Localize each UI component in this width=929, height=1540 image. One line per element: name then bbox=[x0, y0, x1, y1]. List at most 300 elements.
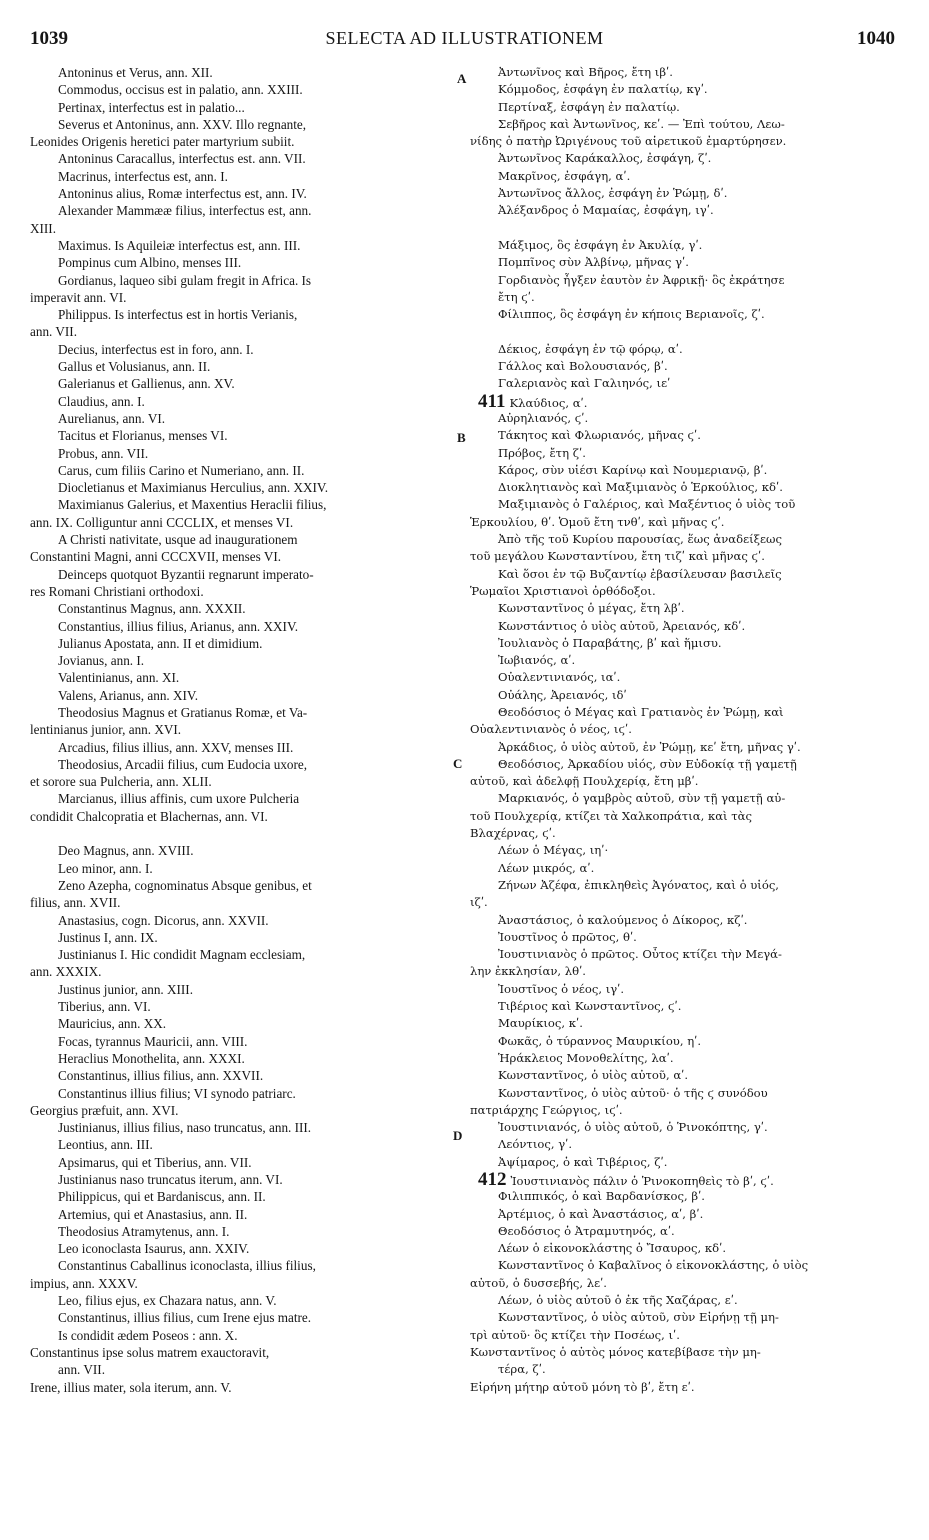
greek-line bbox=[470, 202, 900, 219]
greek-text: Ἰουστῖνος ὁ πρῶτος, θʹ. bbox=[498, 929, 637, 944]
latin-text: Antoninus et Verus, ann. XII. bbox=[58, 65, 213, 80]
greek-text: Θεοδόσιος ὁ Μέγας καὶ Γρατιανὸς ἐν Ῥώμῃ, καὶ bbox=[498, 704, 784, 719]
latin-text: Constantinus, illius filius, cum Irene ejus matre. bbox=[58, 1310, 312, 1326]
latin-line bbox=[30, 1067, 450, 1084]
latin-text: Arcadius, filius illius, ann. XXV, menses III. bbox=[58, 739, 294, 755]
greek-line bbox=[470, 583, 900, 600]
latin-line bbox=[30, 825, 450, 842]
latin-line bbox=[30, 583, 450, 600]
greek-text: Οὐαλεντινιανὸς ὁ νέος, ιϛʹ. bbox=[470, 722, 632, 737]
latin-text: Julianus Apostata, ann. II et dimidium. bbox=[58, 635, 263, 651]
greek-line bbox=[470, 1379, 900, 1396]
latin-line bbox=[30, 1154, 450, 1171]
greek-line bbox=[470, 1275, 900, 1292]
greek-line bbox=[470, 773, 900, 790]
latin-line bbox=[30, 445, 450, 462]
greek-line bbox=[470, 912, 900, 929]
latin-text: res Romani Christiani orthodoxi. bbox=[30, 583, 204, 599]
greek-line bbox=[470, 1240, 900, 1257]
latin-text: Valentinianus, ann. XI. bbox=[58, 670, 180, 686]
greek-line bbox=[470, 116, 900, 133]
latin-text: condidit Chalcopratia et Blachernas, ann. VI. bbox=[30, 808, 268, 824]
latin-text: Tacitus et Florianus, menses VI. bbox=[58, 428, 228, 444]
greek-text: Γορδιανὸς ἦγξεν ἑαυτὸν ἐν Ἀφρικῇ· ὃς ἐκράτησε bbox=[498, 272, 785, 287]
greek-text: τοῦ μεγάλου Κωνσταντίνου, ἔτη τιζʹ καὶ μῆνας ϛʹ. bbox=[470, 549, 765, 564]
latin-line bbox=[30, 635, 450, 652]
latin-line bbox=[30, 548, 450, 565]
greek-line bbox=[470, 427, 900, 444]
greek-text: Κωνσταντῖνος, ὁ υἱὸς αὐτοῦ, σὺν Εἰρήνῃ τῇ μη- bbox=[498, 1310, 779, 1325]
latin-text: Leo iconoclasta Isaurus, ann. XXIV. bbox=[58, 1241, 250, 1257]
latin-line bbox=[30, 272, 450, 289]
latin-line bbox=[30, 202, 450, 219]
latin-line bbox=[30, 81, 450, 98]
latin-text: Gordianus, laqueo sibi gulam fregit in Africa. Is bbox=[58, 272, 312, 288]
latin-text: Constantini Magni, anni CCCXVII, menses VI. bbox=[30, 549, 282, 565]
latin-text: Irene, illius mater, sola iterum, ann. V. bbox=[30, 1379, 232, 1395]
greek-line bbox=[470, 150, 900, 167]
latin-line bbox=[30, 1275, 450, 1292]
latin-text: lentinianus junior, ann. XVI. bbox=[30, 722, 182, 738]
marker-b: B bbox=[457, 430, 466, 445]
greek-text: Γάλλος καὶ Βολουσιανός, βʹ. bbox=[498, 359, 668, 374]
latin-text: Constantius, illius filius, Arianus, ann. XXIV. bbox=[58, 618, 299, 634]
latin-text: Justinianus naso truncatus iterum, ann. VI. bbox=[58, 1172, 283, 1187]
latin-text: Aurelianus, ann. VI. bbox=[58, 410, 166, 426]
latin-text: Probus, ann. VII. bbox=[58, 445, 149, 461]
latin-text: Alexander Mammææ filius, interfectus est, ann. bbox=[58, 203, 312, 219]
greek-text: αὐτοῦ, καὶ ἀδελφῇ Πουλχερίᾳ, ἔτη μβʹ. bbox=[470, 774, 699, 789]
greek-text: ιζʹ. bbox=[470, 895, 488, 910]
greek-line bbox=[470, 1015, 900, 1032]
greek-text: Ἰωβιανός, αʹ. bbox=[498, 653, 576, 668]
greek-line bbox=[470, 669, 900, 686]
latin-text: Severus et Antoninus, ann. XXV. Illo regnante, bbox=[58, 116, 307, 132]
latin-text: Justinus I, ann. IX. bbox=[58, 929, 158, 945]
latin-line bbox=[30, 1050, 450, 1067]
greek-text: Τιβέριος καὶ Κωνσταντῖνος, ϛʹ. bbox=[498, 999, 682, 1014]
page-header bbox=[0, 28, 929, 56]
latin-line bbox=[30, 981, 450, 998]
greek-text: Κωνστάντιος ὁ υἱὸς αὐτοῦ, Ἀρειανός, κδʹ. bbox=[498, 618, 746, 633]
greek-line bbox=[470, 566, 900, 583]
latin-line bbox=[30, 237, 450, 254]
greek-line bbox=[470, 1154, 900, 1171]
latin-line bbox=[30, 1033, 450, 1050]
greek-text: Ἰουλιανὸς ὁ Παραβάτης, βʹ καὶ ἥμισυ. bbox=[498, 635, 722, 650]
greek-line bbox=[470, 254, 900, 271]
latin-line bbox=[30, 756, 450, 773]
latin-text: Heraclius Monothelita, ann. XXXI. bbox=[58, 1050, 245, 1066]
latin-line bbox=[30, 894, 450, 911]
latin-text: Gallus et Volusianus, ann. II. bbox=[58, 359, 211, 375]
greek-text: Ἡράκλειος Μονοθελίτης, λαʹ. bbox=[498, 1050, 674, 1065]
latin-line bbox=[30, 618, 450, 635]
greek-line bbox=[470, 496, 900, 513]
greek-line bbox=[470, 133, 900, 150]
latin-line bbox=[30, 1085, 450, 1102]
greek-text: Μάξιμος, ὃς ἐσφάγη ἐν Ἀκυλίᾳ, γʹ. bbox=[498, 237, 703, 252]
greek-text: Ἀψίμαρος, ὁ καὶ Τιβέριος, ζʹ. bbox=[498, 1154, 668, 1169]
greek-text: Ἀρκάδιος, ὁ υἱὸς αὐτοῦ, ἐν Ῥώμῃ, κεʹ ἔτη, μῆνας γʹ. bbox=[498, 739, 801, 754]
latin-text: Philippicus, qui et Bardaniscus, ann. II. bbox=[58, 1189, 266, 1205]
greek-text: Γαλεριανὸς καὶ Γαλιηνός, ιεʹ bbox=[498, 376, 671, 391]
latin-line bbox=[30, 168, 450, 185]
latin-line bbox=[30, 600, 450, 617]
greek-line bbox=[470, 963, 900, 980]
latin-text: Antoninus alius, Romæ interfectus est, ann. IV. bbox=[58, 186, 307, 202]
latin-line bbox=[30, 254, 450, 271]
greek-text: Κωνσταντῖνος ὁ αὐτὸς μόνος κατεβίβασε τὴν μη- bbox=[470, 1344, 761, 1359]
latin-text: Justinianus, illius filius, naso truncatus, ann. III. bbox=[58, 1120, 312, 1136]
greek-line bbox=[470, 1223, 900, 1240]
greek-text: Ἰουστινιανὸς πάλιν ὁ Ῥινοκοπηθεὶς τὸ βʹ, ϛʹ. bbox=[510, 1174, 774, 1188]
latin-line bbox=[30, 99, 450, 116]
greek-line bbox=[470, 393, 900, 410]
latin-line bbox=[30, 393, 450, 410]
greek-line bbox=[470, 842, 900, 859]
greek-text: Περτίναξ, ἐσφάγη ἐν παλατίῳ. bbox=[498, 99, 680, 114]
greek-line bbox=[470, 1292, 900, 1309]
greek-line bbox=[470, 635, 900, 652]
greek-line bbox=[470, 808, 900, 825]
latin-text: ann. VII. bbox=[58, 1362, 105, 1378]
latin-line bbox=[30, 704, 450, 721]
latin-line bbox=[30, 323, 450, 340]
greek-line bbox=[470, 410, 900, 427]
greek-line bbox=[470, 1327, 900, 1344]
latin-line bbox=[30, 566, 450, 583]
latin-line bbox=[30, 375, 450, 392]
greek-line bbox=[470, 548, 900, 565]
greek-text: Λεόντιος, γʹ. bbox=[498, 1137, 573, 1152]
greek-text: Δέκιος, ἐσφάγη ἐν τῷ φόρῳ, αʹ. bbox=[498, 341, 683, 356]
latin-text: Claudius, ann. I. bbox=[58, 393, 145, 409]
latin-text: Antoninus Caracallus, interfectus est. ann. VII. bbox=[58, 151, 306, 167]
greek-line bbox=[470, 756, 900, 773]
greek-line bbox=[470, 1171, 900, 1188]
greek-line bbox=[470, 1309, 900, 1326]
greek-text: Θεοδόσιος, Ἀρκαδίου υἱός, σὺν Εὐδοκίᾳ τῇ γαμετῇ bbox=[498, 756, 797, 771]
latin-line bbox=[30, 877, 450, 894]
greek-line bbox=[470, 739, 900, 756]
greek-line bbox=[470, 704, 900, 721]
latin-line bbox=[30, 669, 450, 686]
latin-line bbox=[30, 496, 450, 513]
greek-text: Ἀναστάσιος, ὁ καλούμενος ὁ Δίκορος, κζʹ. bbox=[498, 912, 748, 927]
greek-line bbox=[470, 272, 900, 289]
latin-line bbox=[30, 998, 450, 1015]
latin-text: imperavit ann. VI. bbox=[30, 289, 127, 305]
greek-line bbox=[470, 860, 900, 877]
latin-line bbox=[30, 1119, 450, 1136]
greek-text: Μαξιμιανὸς ὁ Γαλέριος, καὶ Μαξέντιος ὁ υἱὸς τοῦ bbox=[498, 497, 796, 512]
greek-line bbox=[470, 306, 900, 323]
latin-text: Leo minor, ann. I. bbox=[58, 860, 153, 876]
page-number-right: 1040 bbox=[857, 28, 895, 49]
greek-line bbox=[470, 600, 900, 617]
latin-line bbox=[30, 1223, 450, 1240]
latin-text: Leo, filius ejus, ex Chazara natus, ann. V. bbox=[58, 1293, 277, 1309]
latin-line bbox=[30, 1257, 450, 1274]
latin-line bbox=[30, 531, 450, 548]
latin-line bbox=[30, 687, 450, 704]
greek-text: Κάρος, σὺν υἱέσι Καρίνῳ καὶ Νουμεριανῷ, βʹ. bbox=[498, 462, 768, 477]
latin-text: ann. XXXIX. bbox=[30, 964, 102, 980]
greek-text: Ἰουστῖνος ὁ νέος, ιγʹ. bbox=[498, 981, 625, 996]
greek-text: Εἰρήνη μήτηρ αὐτοῦ μόνη τὸ βʹ, ἔτη εʹ. bbox=[470, 1379, 695, 1394]
latin-text: Pertinax, interfectus est in palatio... bbox=[58, 99, 245, 115]
greek-line bbox=[470, 220, 900, 237]
latin-text: Constantinus, illius filius, ann. XXVII. bbox=[58, 1068, 264, 1084]
greek-text: Διοκλητιανὸς καὶ Μαξιμιανὸς ὁ Ἑρκούλιος, κδʹ. bbox=[498, 480, 783, 495]
greek-line bbox=[470, 618, 900, 635]
latin-line bbox=[30, 652, 450, 669]
greek-line bbox=[470, 531, 900, 548]
greek-line bbox=[470, 323, 900, 340]
greek-text: Πομπῖνος σὺν Ἀλβίνῳ, μῆνας γʹ. bbox=[498, 255, 689, 270]
greek-line bbox=[470, 237, 900, 254]
latin-line bbox=[30, 1136, 450, 1153]
latin-line bbox=[30, 306, 450, 323]
greek-text: Κωνσταντῖνος ὁ Καβαλῖνος ὁ εἰκονοκλάστης, ὁ υἱὸς bbox=[498, 1258, 809, 1273]
greek-text: Μακρῖνος, ἐσφάγη, αʹ. bbox=[498, 168, 631, 183]
latin-line bbox=[30, 1379, 450, 1396]
greek-column bbox=[470, 64, 900, 1396]
greek-line bbox=[470, 1361, 900, 1378]
latin-text: Pompinus cum Albino, menses III. bbox=[58, 255, 242, 271]
latin-text: Leonides Origenis heretici pater martyrium subiit. bbox=[30, 134, 295, 150]
greek-line bbox=[470, 1344, 900, 1361]
greek-text: πατριάρχης Γεώργιος, ιϛʹ. bbox=[470, 1102, 623, 1117]
latin-line bbox=[30, 1240, 450, 1257]
greek-line bbox=[470, 652, 900, 669]
latin-line bbox=[30, 64, 450, 81]
greek-text: τρὶ αὐτοῦ· ὃς κτίζει τὴν Ποσέως, ιʹ. bbox=[470, 1327, 680, 1342]
greek-line bbox=[470, 185, 900, 202]
greek-text: Μαυρίκιος, κʹ. bbox=[498, 1016, 583, 1031]
greek-line bbox=[470, 929, 900, 946]
latin-line bbox=[30, 808, 450, 825]
greek-text: Μαρκιανός, ὁ γαμβρὸς αὐτοῦ, σὺν τῇ γαμετῇ αὐ- bbox=[498, 791, 786, 806]
greek-line bbox=[470, 1257, 900, 1274]
greek-text: Ἀλέξανδρος ὁ Μαμαίας, ἐσφάγη, ιγʹ. bbox=[498, 203, 714, 218]
latin-text: XIII. bbox=[30, 220, 56, 236]
greek-text: νίδης ὁ πατὴρ Ὠριγένους τοῦ αἱρετικοῦ ἐμαρτύρησεν. bbox=[470, 134, 787, 149]
latin-line bbox=[30, 514, 450, 531]
latin-text: ann. IX. Colliguntur anni CCCLIX, et menses VI. bbox=[30, 514, 294, 530]
greek-line bbox=[470, 721, 900, 738]
latin-text: Anastasius, cogn. Dicorus, ann. XXVII. bbox=[58, 912, 269, 928]
greek-line bbox=[470, 1136, 900, 1153]
greek-line bbox=[470, 64, 900, 81]
latin-text: Mauricius, ann. XX. bbox=[58, 1016, 167, 1032]
greek-text: Ἀντωνῖνος Καράκαλλος, ἐσφάγη, ζʹ. bbox=[498, 151, 712, 166]
greek-text: Τάκητος καὶ Φλωριανός, μῆνας ϛʹ. bbox=[498, 428, 701, 443]
latin-text: A Christi nativitate, usque ad inaugurationem bbox=[58, 532, 298, 548]
greek-text: Λέων ὁ εἰκονοκλάστης ὁ Ἴσαυρος, κδʹ. bbox=[498, 1241, 727, 1256]
latin-line bbox=[30, 1344, 450, 1361]
latin-line bbox=[30, 185, 450, 202]
latin-line bbox=[30, 1327, 450, 1344]
greek-text: τέρα, ζʹ. bbox=[498, 1362, 546, 1377]
greek-text: Ἀντωνῖνος ἄλλος, ἐσφάγη ἐν Ῥώμῃ, δʹ. bbox=[498, 186, 728, 201]
latin-text: Decius, interfectus est in foro, ann. I. bbox=[58, 341, 254, 357]
greek-line bbox=[470, 1102, 900, 1119]
latin-text: Constantinus Magnus, ann. XXXII. bbox=[58, 601, 246, 617]
latin-line bbox=[30, 946, 450, 963]
greek-line bbox=[470, 479, 900, 496]
latin-text: Maximus. Is Aquileiæ interfectus est, ann. III. bbox=[58, 237, 301, 253]
greek-text: τοῦ Πουλχερίᾳ, κτίζει τὰ Χαλκοπράτια, καὶ τὰς bbox=[470, 808, 752, 823]
greek-text: Φωκᾶς, ὁ τύραννος Μαυρικίου, ηʹ. bbox=[498, 1033, 702, 1048]
greek-line bbox=[470, 981, 900, 998]
latin-line bbox=[30, 1102, 450, 1119]
greek-text: Ἀντωνῖνος καὶ Βῆρος, ἔτη ιβʹ. bbox=[498, 65, 673, 79]
latin-text: filius, ann. XVII. bbox=[30, 895, 121, 911]
latin-text: Theodosius Magnus et Gratianus Romæ, et Va- bbox=[58, 704, 308, 720]
latin-line bbox=[30, 341, 450, 358]
greek-text: Οὐαλεντινιανός, ιαʹ. bbox=[498, 670, 621, 685]
greek-line bbox=[470, 894, 900, 911]
greek-line bbox=[470, 81, 900, 98]
marker-d: D bbox=[453, 1128, 463, 1143]
greek-text: Ζήνων Ἀζέφα, ἐπικληθεὶς Ἀγόνατος, καὶ ὁ υἱός, bbox=[498, 877, 779, 892]
latin-line bbox=[30, 1361, 450, 1378]
latin-line bbox=[30, 963, 450, 980]
latin-text: impius, ann. XXXV. bbox=[30, 1275, 138, 1291]
latin-line bbox=[30, 427, 450, 444]
latin-text: Galerianus et Gallienus, ann. XV. bbox=[58, 376, 235, 392]
latin-text: Apsimarus, qui et Tiberius, ann. VII. bbox=[58, 1154, 252, 1170]
latin-line bbox=[30, 842, 450, 859]
greek-line bbox=[470, 1033, 900, 1050]
greek-text: λην ἐκκλησίαν, λθʹ. bbox=[470, 964, 586, 979]
latin-text: Artemius, qui et Anastasius, ann. II. bbox=[58, 1206, 248, 1222]
greek-text: Ἑρκουλίου, θʹ. Ὁμοῦ ἔτη τνθʹ, καὶ μῆνας ϛʹ. bbox=[470, 514, 725, 529]
latin-text: Tiberius, ann. VI. bbox=[58, 999, 151, 1015]
latin-text: Marcianus, illius affinis, cum uxore Pulcheria bbox=[58, 791, 300, 807]
greek-line bbox=[470, 1119, 900, 1136]
greek-text: Ἀπὸ τῆς τοῦ Κυρίου παρουσίας, ἕως ἀναδείξεως bbox=[498, 532, 782, 547]
latin-text: Commodus, occisus est in palatio, ann. XXIII. bbox=[58, 82, 303, 98]
latin-line bbox=[30, 929, 450, 946]
latin-line bbox=[30, 220, 450, 237]
latin-text: Deo Magnus, ann. XVIII. bbox=[58, 843, 194, 859]
greek-text: Κόμμοδος, ἐσφάγη ἐν παλατίῳ, κγʹ. bbox=[498, 82, 708, 97]
latin-text: ann. VII. bbox=[30, 324, 77, 340]
greek-line bbox=[470, 1067, 900, 1084]
latin-text: Zeno Azepha, cognominatus Absque genibus, et bbox=[58, 877, 312, 893]
greek-line bbox=[470, 687, 900, 704]
greek-text: Πρόβος, ἔτη ζʹ. bbox=[498, 445, 586, 460]
latin-line bbox=[30, 1171, 450, 1188]
latin-text: Is condidit ædem Poseos : ann. X. bbox=[58, 1327, 238, 1343]
latin-text: Philippus. Is interfectus est in hortis Verianis, bbox=[58, 307, 298, 323]
latin-line bbox=[30, 860, 450, 877]
latin-line bbox=[30, 912, 450, 929]
greek-text: ἔτη ϛʹ. bbox=[498, 289, 535, 304]
latin-line bbox=[30, 150, 450, 167]
latin-text: Constantinus illius filius; VI synodo patriarc. bbox=[58, 1085, 296, 1101]
greek-text: Θεοδόσιος ὁ Ἀτραμυτηνός, αʹ. bbox=[498, 1223, 675, 1238]
latin-text: Maximianus Galerius, et Maxentius Heraclii filius, bbox=[58, 497, 327, 513]
latin-text: Valens, Arianus, ann. XIV. bbox=[58, 687, 199, 703]
latin-line bbox=[30, 739, 450, 756]
greek-text: Κωνσταντῖνος ὁ μέγας, ἔτη λβʹ. bbox=[498, 601, 685, 616]
latin-text: Diocletianus et Maximianus Herculius, ann. XXIV. bbox=[58, 480, 329, 496]
latin-text: Justinianus I. Hic condidit Magnam ecclesiam, bbox=[58, 947, 306, 963]
greek-text: Ἀρτέμιος, ὁ καὶ Ἀναστάσιος, αʹ, βʹ. bbox=[498, 1206, 704, 1221]
latin-line bbox=[30, 358, 450, 375]
greek-line bbox=[470, 358, 900, 375]
latin-line bbox=[30, 721, 450, 738]
latin-line bbox=[30, 462, 450, 479]
latin-column bbox=[30, 64, 450, 1396]
latin-line bbox=[30, 790, 450, 807]
greek-line bbox=[470, 1050, 900, 1067]
latin-line bbox=[30, 133, 450, 150]
greek-line bbox=[470, 514, 900, 531]
greek-text: Φιλιππικός, ὁ καὶ Βαρδανίσκος, βʹ. bbox=[498, 1189, 705, 1204]
latin-line bbox=[30, 1309, 450, 1326]
latin-text: Deinceps quotquot Byzantii regnarunt imperato- bbox=[58, 566, 314, 582]
greek-line bbox=[470, 825, 900, 842]
greek-line bbox=[470, 341, 900, 358]
greek-text: Ἰουστινιανός, ὁ υἱὸς αὐτοῦ, ὁ Ῥινοκόπτης, γʹ. bbox=[498, 1120, 768, 1135]
greek-line bbox=[470, 877, 900, 894]
block-number: 412 bbox=[478, 1171, 507, 1189]
latin-text: Carus, cum filiis Carino et Numeriano, ann. II. bbox=[58, 462, 305, 478]
block-number: 411 bbox=[478, 392, 506, 410]
greek-line bbox=[470, 946, 900, 963]
latin-line bbox=[30, 289, 450, 306]
greek-text: Λέων μικρός, αʹ. bbox=[498, 860, 595, 875]
greek-text: αὐτοῦ, ὁ δυσσεβής, λεʹ. bbox=[470, 1275, 607, 1290]
greek-line bbox=[470, 790, 900, 807]
greek-line bbox=[470, 1085, 900, 1102]
page-number-left: 1039 bbox=[30, 28, 68, 49]
greek-line bbox=[470, 462, 900, 479]
marker-a: A bbox=[457, 71, 467, 86]
latin-line bbox=[30, 1206, 450, 1223]
latin-line bbox=[30, 410, 450, 427]
greek-line bbox=[470, 445, 900, 462]
latin-line bbox=[30, 1188, 450, 1205]
latin-text: Constantinus ipse solus matrem exauctoravit, bbox=[30, 1344, 270, 1360]
greek-text: Καὶ ὅσοι ἐν τῷ Βυζαντίῳ ἐβασίλευσαν βασιλεῖς bbox=[498, 566, 782, 581]
greek-line bbox=[470, 1188, 900, 1205]
greek-text: Κωνσταντῖνος, ὁ υἱὸς αὐτοῦ· ὁ τῆς ϛ συνόδου bbox=[498, 1085, 768, 1100]
latin-text: Theodosius, Arcadii filius, cum Eudocia uxore, bbox=[58, 756, 308, 772]
latin-text: Georgius præfuit, ann. XVI. bbox=[30, 1102, 179, 1118]
greek-line bbox=[470, 998, 900, 1015]
latin-line bbox=[30, 773, 450, 790]
greek-text: Ἰουστινιανὸς ὁ πρῶτος. Οὗτος κτίζει τὴν Μεγά- bbox=[498, 947, 782, 962]
latin-text: Leontius, ann. III. bbox=[58, 1137, 153, 1153]
latin-line bbox=[30, 479, 450, 496]
greek-line bbox=[470, 99, 900, 116]
greek-text: Βλαχέρνας, ϛʹ. bbox=[470, 826, 556, 841]
greek-line bbox=[470, 168, 900, 185]
marker-c: C bbox=[453, 756, 463, 771]
greek-text: Λέων, ὁ υἱὸς αὐτοῦ ὁ ἐκ τῆς Χαζάρας, εʹ. bbox=[498, 1293, 738, 1308]
greek-line bbox=[470, 1206, 900, 1223]
greek-text: Λέων ὁ Μέγας, ιηʹ· bbox=[498, 843, 609, 858]
running-title: SELECTA AD ILLUSTRATIONEM bbox=[325, 28, 604, 48]
greek-text: Ῥωμαῖοι Χριστιανοὶ ὀρθόδοξοι. bbox=[470, 583, 656, 598]
latin-text: Jovianus, ann. I. bbox=[58, 653, 145, 669]
